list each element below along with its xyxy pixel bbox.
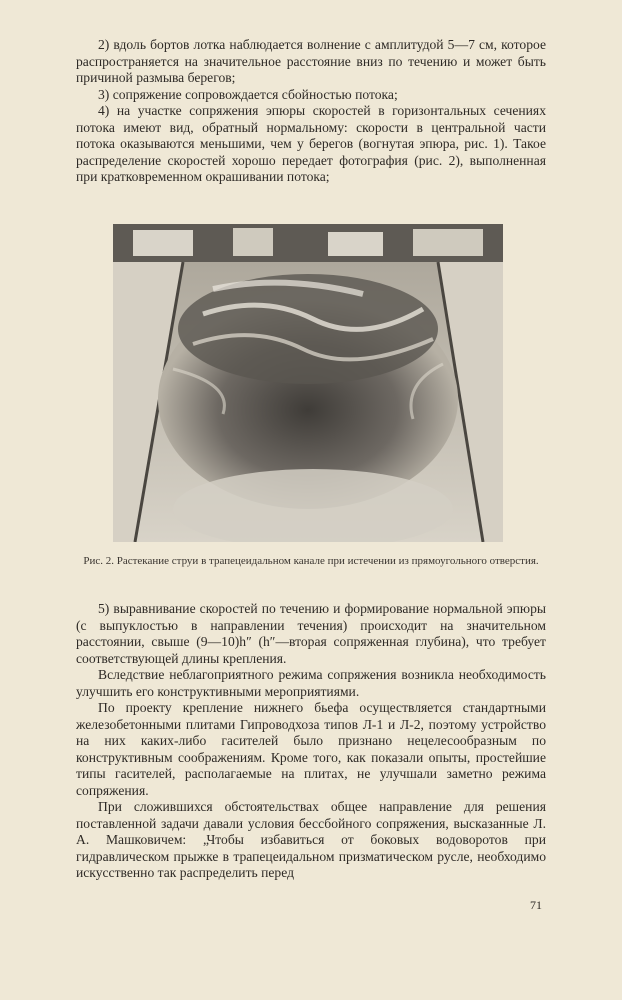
paragraph: При сложившихся обстоятельствах общее направление для решения поставленной задачи давали условия бессбойного сопряжения, высказанные Л. А. Машковичем: „Чтобы избавиться от боковых водоворотов при гидравлическом прыжке в трапецеидальном призматическом русле, необходимо искусственно так распределить перед [76,799,546,880]
paragraph: 2) вдоль бортов лотка наблюдается волнение с амплитудой 5—7 см, которое распространяется на значительное расстояние вниз по течению и может быть причиной размыва берегов; [76,37,546,85]
figure-photo [113,224,503,542]
channel-photo-image [113,224,503,542]
paragraph: По проекту крепление нижнего бьефа осуществляется стандартными железобетонными плитами Гипроводхоза типов Л-1 и Л-2, поэтому устройство на них каких-либо гасителей было признано нецелесообразным по конструктивным соображениям. Кроме того, как показали опыты, простейшие типы гасителей, располагаемые на плитах, не улучшали заметно режима сопряжения. [76,700,546,798]
paragraph: 4) на участке сопряжения эпюры скоростей в горизонтальных сечениях потока имеют вид, обратный нормальному: скорости в центральной части потока оказываются меньшими, чем у берегов (вогнутая эпюра, рис. 1). Такое распределение скоростей хорошо передает фотография (рис. 2), выполненная при кратковременном окрашивании потока; [76,103,546,184]
paragraph: 5) выравнивание скоростей по течению и формирование нормальной эпюры (с выпуклостью в направлении течения) происходит на значительном расстоянии, свыше (9—10)h″ (h″—вторая сопряженная глубина), что требует соответствующей длины крепления. [76,601,546,666]
page-number: 71 [530,898,542,912]
paragraph: 3) сопряжение сопровождается сбойностью потока; [98,86,398,102]
figure-caption: Рис. 2. Растекание струи в трапецеидальном канале при истечении из прямоугольного отверстия. [83,555,539,567]
paragraph: Вследствие неблагоприятного режима сопряжения возникла необходимость улучшить его конструктивными мероприятиями. [76,667,546,699]
bottom-text-block [76,601,546,882]
top-text-block [76,37,546,186]
